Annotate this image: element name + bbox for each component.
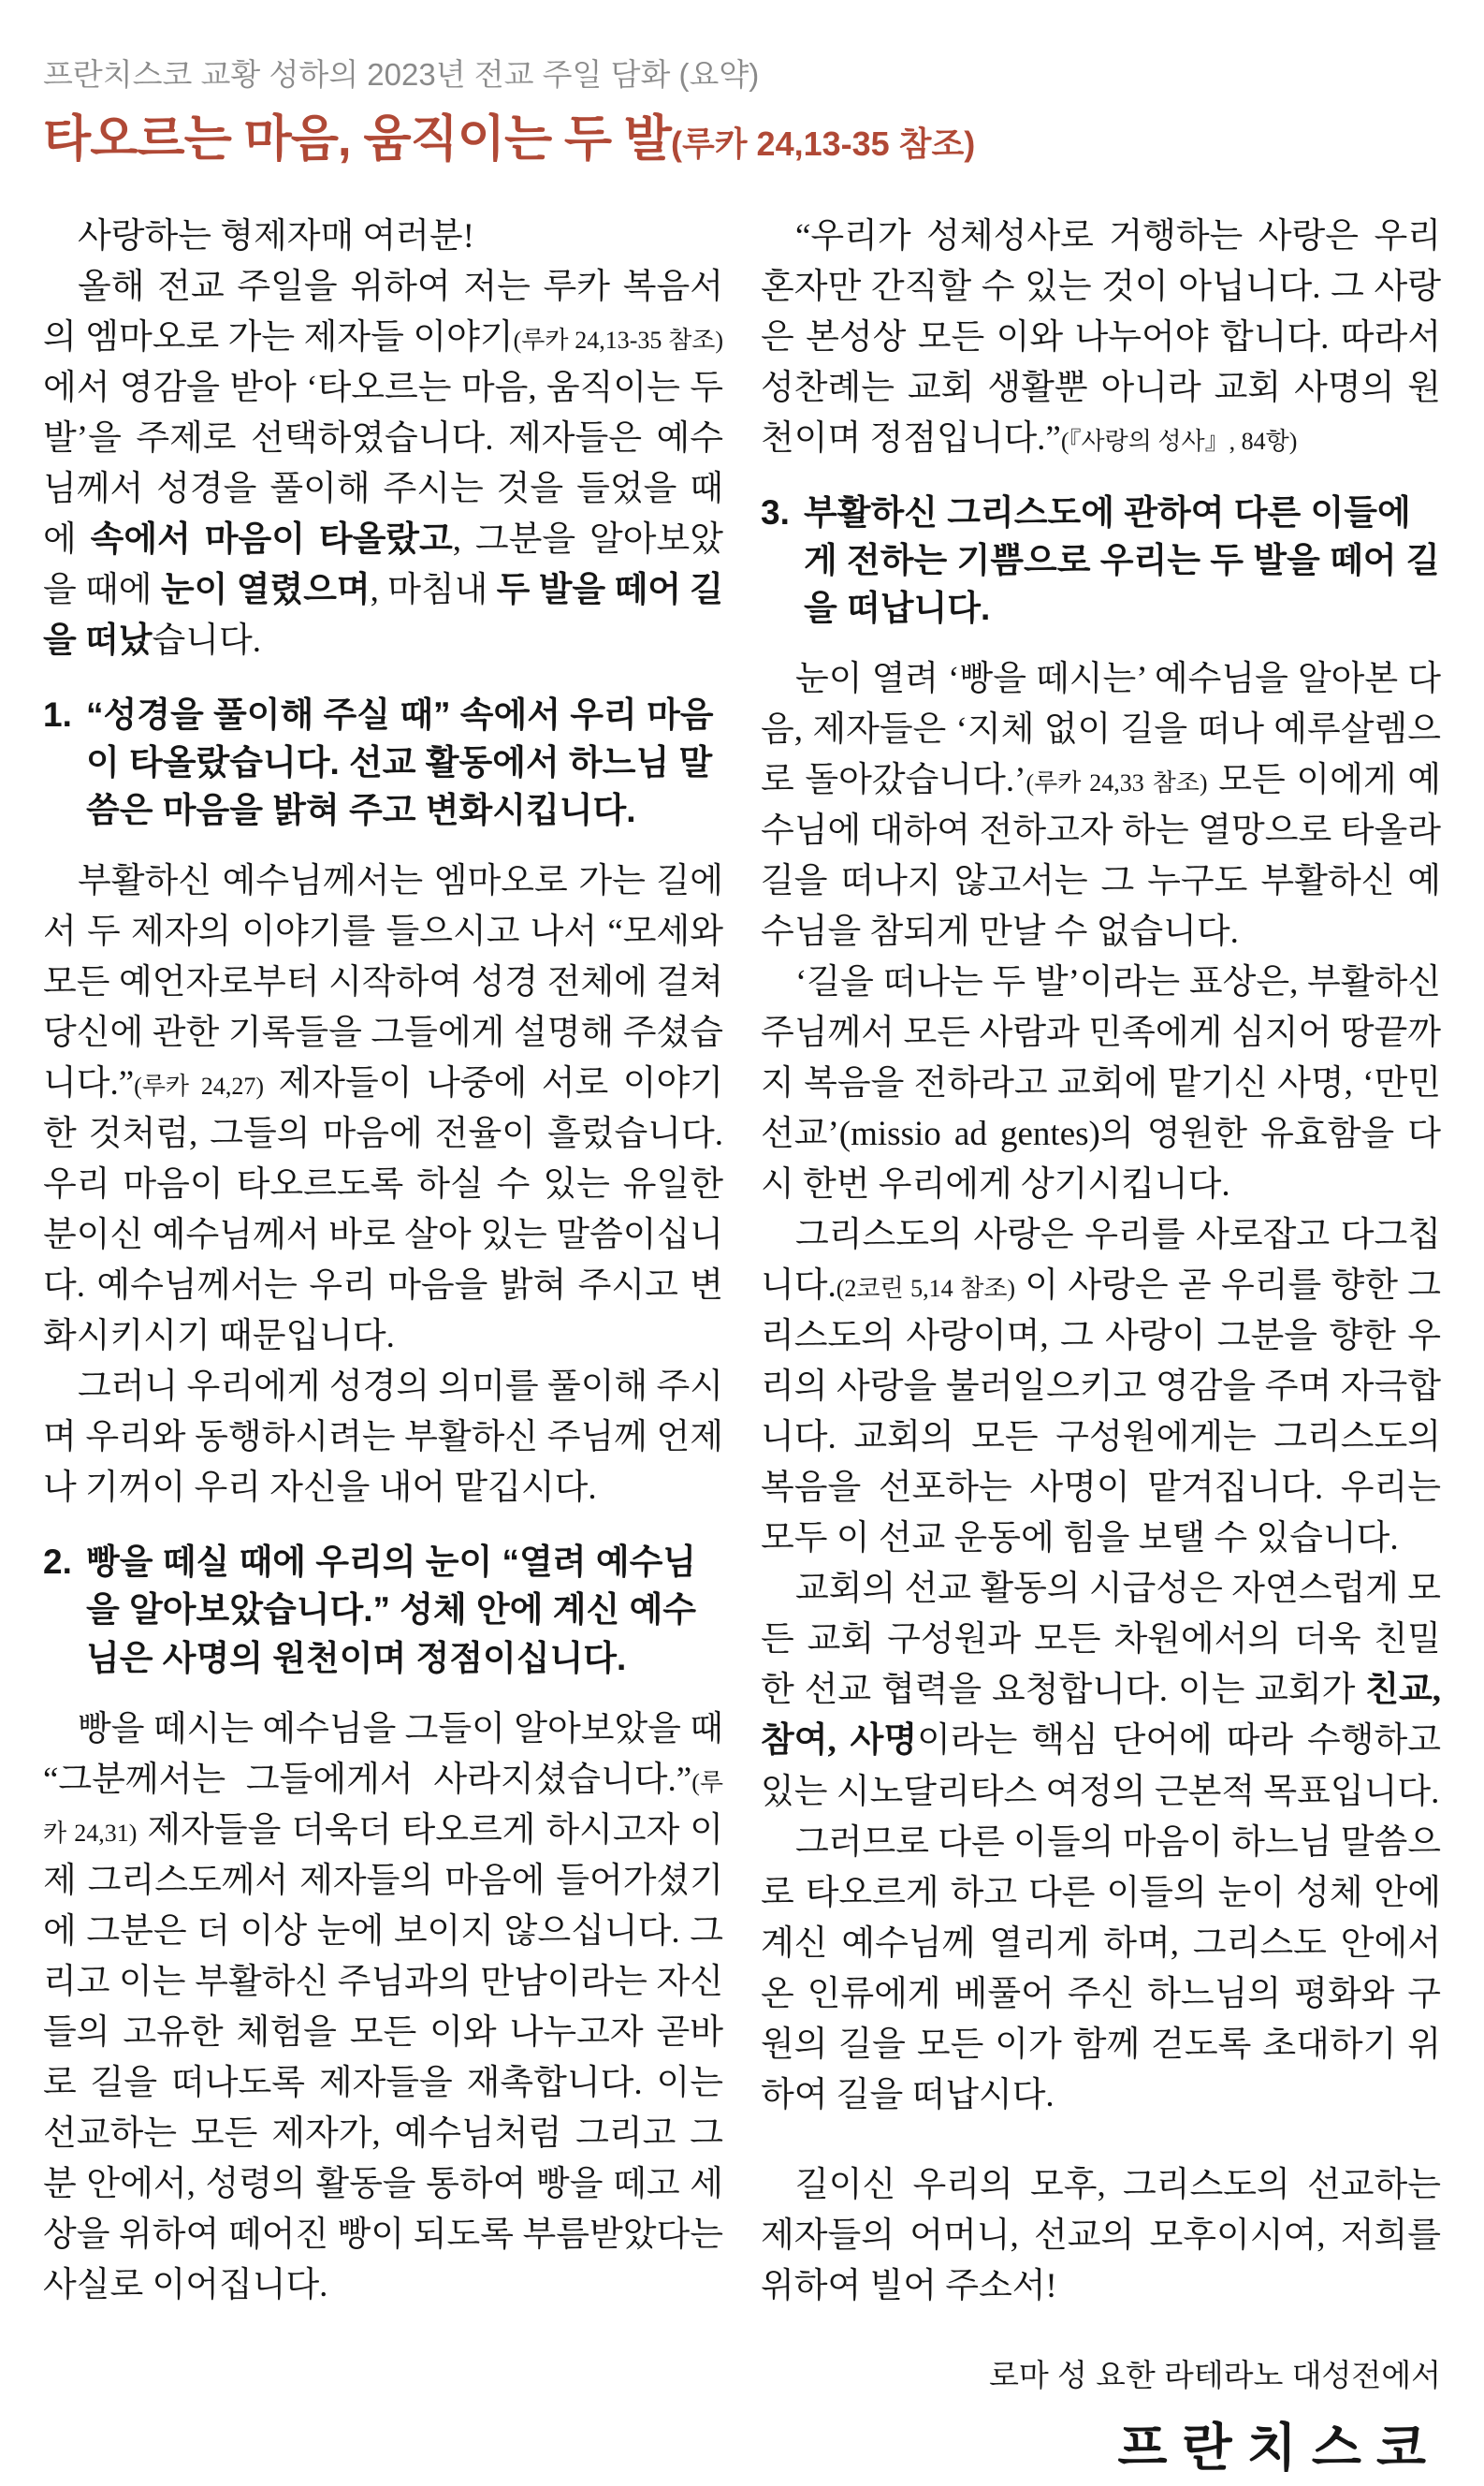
text-segment: 제자들이 나중에 서로 이야기한 것처럼, 그들의 마음에 전율이 흘렀습니다. 우리 마음이 타오르도록 하실 수 있는 유일한 분이신 예수님께서 바로 살아 있는 말씀이십니다. 예수님께서는 우리 마음을 밝혀 주시고 변화시키시기 때문입니다. <box>43 1064 723 1356</box>
section-heading <box>43 691 723 834</box>
section-heading <box>761 489 1441 632</box>
paragraph <box>43 1362 723 1514</box>
text-segment: 올해 전교 주일을 위하여 저는 루카 복음서의 엠마오로 가는 제자들 이야기 <box>43 267 723 357</box>
section-number: 2. <box>43 1543 72 1582</box>
text-segment: , 그분을 알아보았을 때에 <box>43 520 723 610</box>
text-segment: 길이신 우리의 모후, 그리스도의 선교하는 제자들의 어머니, 선교의 모후이시여, 저희를 위하여 빌어 주소서! <box>761 2165 1441 2305</box>
text-segment: 습니다. <box>152 622 261 661</box>
text-segment: 빵을 떼실 때에 우리의 눈이 “열려 예수님을 알아보았습니다.” 성체 안에 계신 예수님은 사명의 원천이며 정점이십니다. <box>86 1543 697 1677</box>
document-title-reference: (루카 24,13-35 참조) <box>671 124 976 163</box>
text-segment: (『사랑의 성사』, 84항) <box>1060 428 1298 455</box>
text-segment: 눈이 열려 ‘빵을 떼시는’ 예수님을 알아본 다음, 제자들은 ‘지체 없이 길을 떠나 예루살렘으로 돌아갔습니다.’ <box>761 660 1441 800</box>
text-segment: 이라는 핵심 단어에 따라 수행하고 있는 시노달리타스 여정의 근본적 목표입니다. <box>761 1721 1442 1811</box>
text-segment: 부활하신 예수님께서는 엠마오로 가는 길에서 두 제자의 이야기를 들으시고 나서 “모세와 모든 예언자로부터 시작하여 성경 전체에 걸쳐 당신에 관한 기록들을 그들에게 설명해 주셨습니다.” <box>43 862 723 1104</box>
document-kicker: 프란치스코 교황 성하의 2023년 전교 주일 담화 (요약) <box>43 57 760 92</box>
text-segment: ‘길을 떠나는 두 발’이라는 표상은, 부활하신 주님께서 모든 사람과 민족에게 심지어 땅끝까지 복음을 전하라고 교회에 맡기신 사명, ‘만민 선교’(missio ad gentes)의 영원한 유효함을 다시 한번 우리에게 상기시킵니다. <box>761 963 1441 1205</box>
text-segment: 그러니 우리에게 성경의 의미를 풀이해 주시며 우리와 동행하시려는 부활하신 주님께 언제나 기꺼이 우리 자신을 내어 맡깁시다. <box>43 1367 723 1508</box>
text-segment: (루카 24,33 참조) <box>1026 769 1208 797</box>
paragraph <box>761 1818 1441 2121</box>
document-columns <box>43 212 1441 2486</box>
column-left <box>43 212 723 2486</box>
text-segment: 빵을 떼시는 예수님을 그들이 알아보았을 때 “그분께서는 그들에게서 사라지셨습니다.” <box>43 1709 723 1799</box>
paragraph <box>43 262 723 666</box>
paragraph <box>43 856 723 1362</box>
text-segment: 그러므로 다른 이들의 마음이 하느님 말씀으로 타오르게 하고 다른 이들의 눈이 성체 안에 계신 예수님께 열리게 하며, 그리스도 안에서 온 인류에게 베풀어 주신 하느님의 평화와 구원의 길을 모든 이가 함께 걷도록 초대하기 위하여 길을 떠납시다. <box>761 1822 1441 2114</box>
dateline <box>761 2353 1441 2398</box>
text-segment: 모든 이에게 예수님에 대하여 전하고자 하는 열망으로 타올라 길을 떠나지 않고서는 그 누구도 부활하신 예수님을 참되게 만날 수 없습니다. <box>761 761 1442 952</box>
text-segment: 사랑하는 형제자매 여러분! <box>78 216 474 256</box>
text-segment: (루카 24,31) <box>43 1768 723 1847</box>
section-heading <box>43 1538 723 1681</box>
section-heading-text <box>804 489 1441 632</box>
paragraph <box>761 2160 1441 2312</box>
text-segment: 부활하신 그리스도에 관하여 다른 이들에게 전하는 기쁨으로 우리는 두 발을 떼어 길을 떠납니다. <box>804 493 1440 628</box>
paragraph <box>761 958 1441 1210</box>
text-segment: 두 발을 떼어 길을 떠났 <box>43 571 723 661</box>
text-segment: 교회의 선교 활동의 시급성은 자연스럽게 모든 교회 구성원과 모든 차원에서의 더욱 친밀한 선교 협력을 요청합니다. 이는 교회가 <box>761 1570 1441 1710</box>
paragraph <box>761 212 1441 464</box>
document-title <box>43 111 1441 168</box>
text-segment: 로마 성 요한 라테라노 대성전에서 <box>989 2357 1441 2392</box>
text-segment: 이 사랑은 곧 우리를 향한 그리스도의 사랑이며, 그 사랑이 그분을 향한 우리의 사랑을 불러일으키고 영감을 주며 자극합니다. 교회의 모든 구성원에게는 그리스도의 복음을 선포하는 사명이 맡겨집니다. 우리는 모두 이 선교 운동에 힘을 보탤 수 있습니다. <box>761 1266 1441 1558</box>
paragraph <box>761 1564 1441 1817</box>
text-segment: 에서 영감을 받아 ‘타오르는 마음, 움직이는 두 발’을 주제로 선택하였습니다. 제자들은 예수님께서 성경을 풀이해 주시는 것을 들었을 때에 <box>43 368 723 560</box>
text-segment: (루카 24,27) <box>134 1073 264 1101</box>
column-right <box>761 212 1441 2486</box>
paragraph <box>43 212 723 262</box>
document-title-main: 타오르는 마음, 움직이는 두 발 <box>43 111 672 167</box>
text-segment: 눈이 열렸으며 <box>160 571 371 610</box>
text-segment: 그리스도의 사랑은 우리를 사로잡고 다그칩니다. <box>761 1216 1441 1306</box>
section-number: 3. <box>761 493 790 533</box>
section-heading-text <box>86 691 723 834</box>
paragraph <box>43 1704 723 2311</box>
signature <box>761 2411 1441 2486</box>
section-number: 1. <box>43 695 72 735</box>
paragraph <box>761 654 1441 958</box>
text-segment: “우리가 성체성사로 거행하는 사랑은 우리 혼자만 간직할 수 있는 것이 아닙니다. 그 사랑은 본성상 모든 이와 나누어야 합니다. 따라서 성찬례는 교회 생활뿐 아니라 교회 사명의 원천이며 정점입니다.” <box>761 216 1441 458</box>
text-segment: 제자들을 더욱더 타오르게 하시고자 이제 그리스도께서 제자들의 마음에 들어가셨기에 그분은 더 이상 눈에 보이지 않으십니다. 그리고 이는 부활하신 주님과의 만남이라는 자신들의 고유한 체험을 모든 이와 나누고자 곧바로 길을 떠나도록 제자들을 재촉합니다. 이는 선교하는 모든 제자가, 예수님처럼 그리고 그분 안에서, 성령의 활동을 통하여 빵을 떼고 세상을 위하여 떼어진 빵이 되도록 부름받았다는 사실로 이어집니다. <box>43 1810 724 2304</box>
text-segment: (2코린 5,14 참조) <box>836 1275 1016 1303</box>
text-segment: , 마침내 <box>370 571 497 610</box>
paragraph <box>761 1210 1441 1564</box>
text-segment: 속에서 마음이 타올랐고 <box>90 520 453 560</box>
text-segment: “성경을 풀이해 주실 때” 속에서 우리 마음이 타올랐습니다. 선교 활동에서 하느님 말씀은 마음을 밝혀 주고 변화시킵니다. <box>86 695 714 830</box>
text-segment: 프란치스코 <box>1117 2419 1441 2477</box>
text-segment: (루카 24,13-35 참조) <box>513 326 723 354</box>
text-segment: 친교, 참여, 사명 <box>761 1671 1441 1761</box>
section-heading-text <box>86 1538 723 1681</box>
